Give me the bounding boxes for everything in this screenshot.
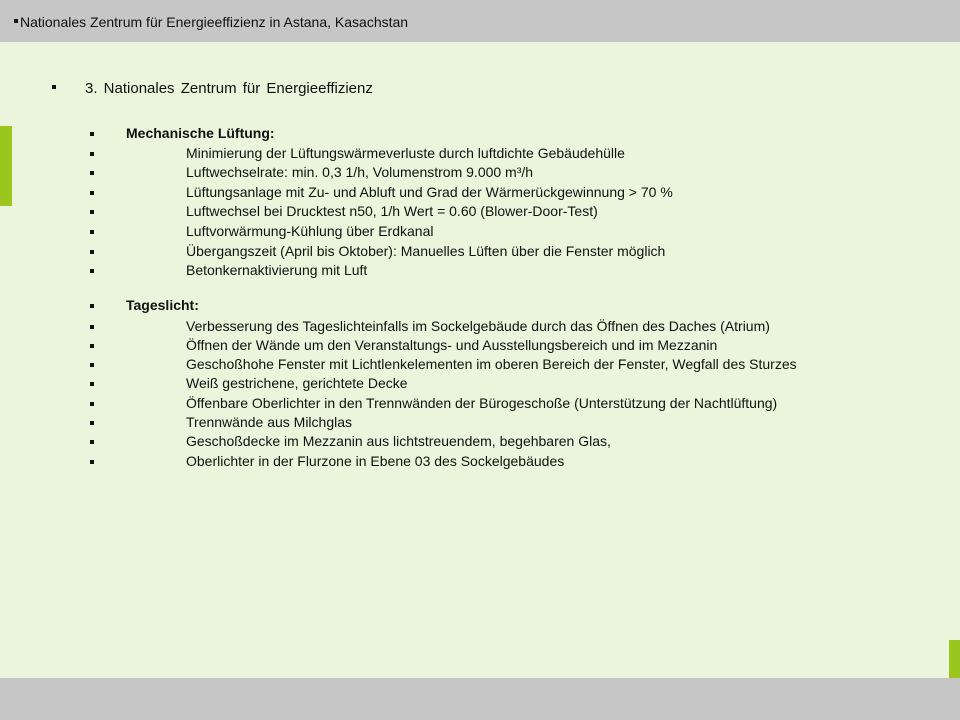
section-mechanical-ventilation xyxy=(90,124,950,281)
section-title-text: Mechanische Lüftung: xyxy=(126,125,275,141)
list-item xyxy=(90,374,950,393)
bullet-icon xyxy=(90,402,94,406)
list-item-text: Oberlichter in der Flurzone in Ebene 03 des Sockelgebäudes xyxy=(186,452,565,469)
list-item xyxy=(90,261,950,281)
accent-bar-right xyxy=(949,640,960,678)
bullet-icon xyxy=(90,152,94,156)
header-title-text: Nationales Zentrum für Energieeffizienz in Astana, Kasachstan xyxy=(20,14,409,30)
bullet-icon xyxy=(14,19,18,23)
list-item-text: Öffnen der Wände um den Veranstaltungs- und Ausstellungsbereich und im Mezzanin xyxy=(186,336,718,353)
list-item xyxy=(90,317,950,336)
list-item xyxy=(90,202,950,222)
bullet-icon xyxy=(90,191,94,195)
list-item-text: Luftwechsel bei Drucktest n50, 1/h Wert = 0.60 (Blower-Door-Test) xyxy=(186,203,598,220)
list-item xyxy=(90,183,950,203)
bullet-icon xyxy=(90,325,94,329)
list-item xyxy=(90,144,950,164)
section-title-text: Tageslicht: xyxy=(126,297,199,313)
list-item-text: Luftvorwärmung-Kühlung über Erdkanal xyxy=(186,222,434,239)
bullet-icon xyxy=(90,421,94,425)
list-item-text: Geschoßhohe Fenster mit Lichtlenkelementen im oberen Bereich der Fenster, Wegfall des Sturzes xyxy=(186,356,797,373)
bullet-icon xyxy=(90,344,94,348)
bullet-icon xyxy=(90,363,94,367)
list-item-text: Öffenbare Oberlichter in den Trennwänden der Bürogeschoße (Unterstützung der Nachtlüftung) xyxy=(186,394,778,411)
list-item xyxy=(90,432,950,451)
list-item-text: Weiß gestrichene, gerichtete Decke xyxy=(186,375,408,392)
accent-bar-left xyxy=(0,126,12,206)
list-item xyxy=(90,413,950,432)
section-title xyxy=(90,124,950,144)
list-item-text: Verbesserung des Tageslichteinfalls im Sockelgebäude durch das Öffnen des Daches (Atrium) xyxy=(186,317,770,334)
list-item xyxy=(90,222,950,242)
list-item xyxy=(90,394,950,413)
list-item xyxy=(90,355,950,374)
list-item xyxy=(90,452,950,471)
bullet-icon xyxy=(90,440,94,444)
section-daylight xyxy=(90,296,950,471)
list-item-text: Betonkernaktivierung mit Luft xyxy=(186,262,368,279)
slide-heading-text: 3. Nationales Zentrum für Energieeffizienz xyxy=(85,80,373,97)
bullet-icon xyxy=(90,230,94,234)
section-title xyxy=(90,296,950,317)
list-item-text: Luftwechselrate: min. 0,3 1/h, Volumenstrom 9.000 m³/h xyxy=(186,164,534,181)
list-item xyxy=(90,242,950,262)
bullet-icon xyxy=(90,132,94,136)
bullet-icon xyxy=(90,304,94,308)
bullet-icon xyxy=(90,460,94,464)
header-title xyxy=(14,14,408,30)
slide-heading xyxy=(52,80,373,97)
list-item-text: Geschoßdecke im Mezzanin aus lichtstreuendem, begehbaren Glas, xyxy=(186,433,611,450)
list-item-text: Lüftungsanlage mit Zu- und Abluft und Grad der Wärmerückgewinnung > 70 % xyxy=(186,183,673,200)
list-item xyxy=(90,163,950,183)
list-item xyxy=(90,336,950,355)
bullet-icon xyxy=(90,210,94,214)
header-bar xyxy=(0,0,960,42)
bullet-icon xyxy=(90,269,94,273)
list-item-text: Minimierung der Lüftungswärmeverluste durch luftdichte Gebäudehülle xyxy=(186,144,625,161)
bullet-icon xyxy=(90,382,94,386)
bullet-icon xyxy=(52,85,56,89)
list-item-text: Übergangszeit (April bis Oktober): Manuelles Lüften über die Fenster möglich xyxy=(186,242,666,259)
list-item-text: Trennwände aus Milchglas xyxy=(186,413,353,430)
bullet-icon xyxy=(90,250,94,254)
footer-bar xyxy=(0,678,960,720)
bullet-icon xyxy=(90,171,94,175)
